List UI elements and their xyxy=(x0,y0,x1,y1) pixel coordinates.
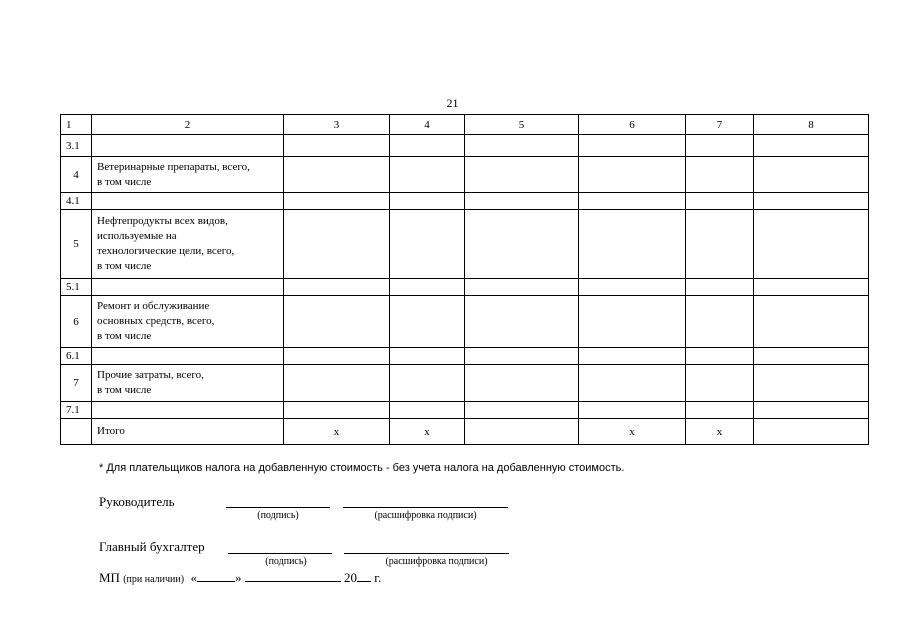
total-cell-mark: x xyxy=(686,419,754,445)
table-cell xyxy=(390,157,465,193)
table-cell xyxy=(390,279,465,296)
table-cell xyxy=(686,348,754,365)
row-number-cell: 7.1 xyxy=(61,402,92,419)
header-cell: 7 xyxy=(686,115,754,135)
row-number-cell: 6.1 xyxy=(61,348,92,365)
table-cell xyxy=(465,365,579,402)
table-cell xyxy=(579,402,686,419)
table-cell xyxy=(686,365,754,402)
row-number-cell: 3.1 xyxy=(61,135,92,157)
total-cell xyxy=(465,419,579,445)
table-total-row xyxy=(61,419,869,445)
table-cell xyxy=(284,210,390,279)
year-blank[interactable] xyxy=(357,570,371,582)
table-cell xyxy=(92,402,284,419)
table-cell xyxy=(754,348,869,365)
expense-table xyxy=(60,114,869,445)
table-cell xyxy=(579,296,686,348)
stamp-if-present: (при наличии) xyxy=(123,574,185,585)
table-cell xyxy=(686,135,754,157)
header-cell: 2 xyxy=(92,115,284,135)
table-cell xyxy=(284,348,390,365)
row-number-cell: 4 xyxy=(61,157,92,193)
table-cell xyxy=(390,348,465,365)
day-blank[interactable] xyxy=(197,570,235,582)
row-number-cell: 7 xyxy=(61,365,92,402)
row-description-cell xyxy=(92,365,284,402)
table-cell xyxy=(579,135,686,157)
row-description: Прочие затраты, всего, в том числе xyxy=(97,369,204,396)
accountant-sign-caption: (подпись) xyxy=(265,556,307,567)
table-cell xyxy=(390,135,465,157)
page-number: 21 xyxy=(446,96,459,110)
row-number-cell: 6 xyxy=(61,296,92,348)
row-description-cell xyxy=(92,210,284,279)
table-cell xyxy=(754,279,869,296)
header-cell: 4 xyxy=(390,115,465,135)
table-cell xyxy=(284,279,390,296)
footnote: * Для плательщиков налога на добавленную стоимость - без учета налога на добавленную стоимость. xyxy=(99,462,625,474)
table-cell xyxy=(754,365,869,402)
table-cell xyxy=(579,193,686,210)
table-cell xyxy=(465,296,579,348)
table-cell xyxy=(465,157,579,193)
table-cell xyxy=(754,135,869,157)
date-quote-close: » xyxy=(235,570,242,585)
accountant-signature-line xyxy=(228,553,332,554)
table-cell xyxy=(579,365,686,402)
head-signature-line xyxy=(226,507,330,508)
row-description: Ветеринарные препараты, всего, в том числе xyxy=(97,160,250,188)
stamp-mp: МП xyxy=(99,570,120,585)
total-label: Итого xyxy=(92,419,284,445)
head-signature-label: Руководитель xyxy=(99,494,175,509)
table-cell xyxy=(754,402,869,419)
header-cell: 1 xyxy=(61,115,92,135)
table-cell xyxy=(579,348,686,365)
table-cell xyxy=(284,296,390,348)
date-quote-open: « xyxy=(190,570,198,585)
table-header-row xyxy=(61,115,869,135)
total-cell-mark: x xyxy=(284,419,390,445)
table-row xyxy=(61,193,869,210)
total-cell xyxy=(754,419,869,445)
table-cell xyxy=(92,348,284,365)
table-cell xyxy=(754,193,869,210)
table-cell xyxy=(284,193,390,210)
table-cell xyxy=(92,193,284,210)
head-decode-caption: (расшифровка подписи) xyxy=(374,510,477,521)
accountant-signature-label: Главный бухгалтер xyxy=(99,539,205,554)
table-cell xyxy=(686,279,754,296)
table-cell xyxy=(686,193,754,210)
table-cell xyxy=(754,210,869,279)
month-blank[interactable] xyxy=(245,570,341,582)
row-number-cell: 5.1 xyxy=(61,279,92,296)
row-description: Ремонт и обслуживание основных средств, всего, в том числе xyxy=(97,300,215,342)
table-cell xyxy=(390,296,465,348)
table-cell xyxy=(284,365,390,402)
head-decode-line xyxy=(343,507,508,508)
header-cell: 6 xyxy=(579,115,686,135)
table-cell xyxy=(465,279,579,296)
row-description-cell xyxy=(92,157,284,193)
table-cell xyxy=(390,365,465,402)
table-row xyxy=(61,279,869,296)
table-cell xyxy=(465,210,579,279)
row-number-cell: 4.1 xyxy=(61,193,92,210)
accountant-decode-line xyxy=(344,553,509,554)
row-number-cell: 5 xyxy=(61,210,92,279)
table-row xyxy=(61,210,869,279)
table-cell xyxy=(686,210,754,279)
table-cell xyxy=(579,279,686,296)
table-cell xyxy=(465,348,579,365)
table-row xyxy=(61,348,869,365)
row-description: Нефтепродукты всех видов, используемые на технологические цели, всего, в том числе xyxy=(97,215,235,272)
table-cell xyxy=(284,157,390,193)
table-cell xyxy=(465,193,579,210)
year-suffix: г. xyxy=(374,570,382,585)
table-cell xyxy=(579,157,686,193)
table-row xyxy=(61,157,869,193)
table-cell xyxy=(284,135,390,157)
table-cell xyxy=(92,135,284,157)
table-cell xyxy=(686,157,754,193)
table-cell xyxy=(465,135,579,157)
table-cell xyxy=(284,402,390,419)
table-cell xyxy=(390,402,465,419)
stamp-date-line xyxy=(99,570,381,586)
total-cell-mark: x xyxy=(579,419,686,445)
header-cell: 8 xyxy=(754,115,869,135)
row-description-cell xyxy=(92,296,284,348)
table-row xyxy=(61,135,869,157)
table-row xyxy=(61,402,869,419)
table-row xyxy=(61,365,869,402)
total-cell-mark: x xyxy=(390,419,465,445)
table-cell xyxy=(686,296,754,348)
accountant-decode-caption: (расшифровка подписи) xyxy=(385,556,488,567)
head-sign-caption: (подпись) xyxy=(257,510,299,521)
row-number-cell xyxy=(61,419,92,445)
table-cell xyxy=(92,279,284,296)
header-cell: 3 xyxy=(284,115,390,135)
table-cell xyxy=(754,296,869,348)
year-prefix: 20 xyxy=(344,570,358,585)
header-cell: 5 xyxy=(465,115,579,135)
table-cell xyxy=(465,402,579,419)
table-cell xyxy=(390,193,465,210)
table-row xyxy=(61,296,869,348)
table-cell xyxy=(390,210,465,279)
table-cell xyxy=(686,402,754,419)
table-cell xyxy=(579,210,686,279)
table-cell xyxy=(754,157,869,193)
